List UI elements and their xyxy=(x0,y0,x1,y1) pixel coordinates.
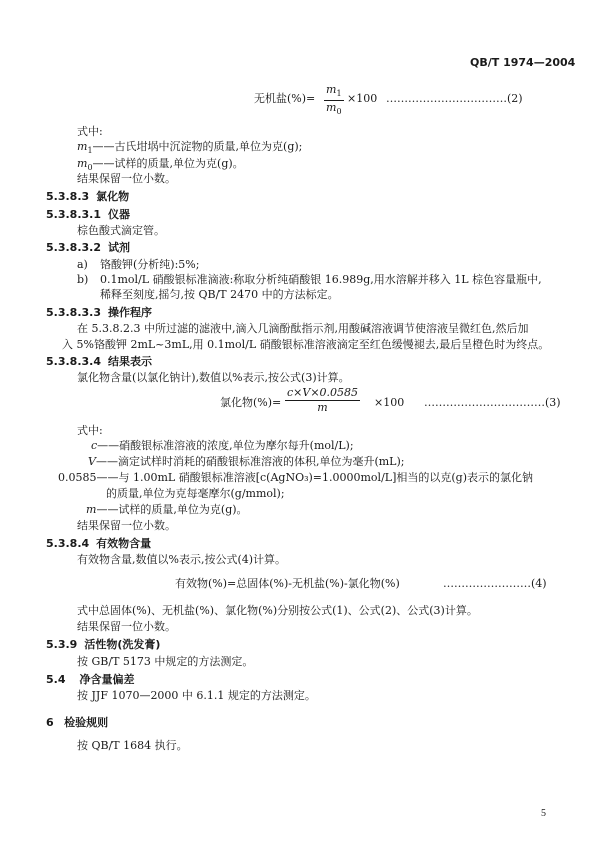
equation-3-fraction xyxy=(285,387,360,414)
definition-constant-text-2: 的质量,单位为克每毫摩尔(g/mmol); xyxy=(106,487,285,500)
section-5-3-8-3-title: 氯化物 xyxy=(96,190,130,203)
reagent-b-line-2: 稀释至刻度,摇匀,按 QB/T 2470 中的方法标定。 xyxy=(100,288,339,301)
equation-2-numerator-sub: 1 xyxy=(336,89,342,99)
where-line-3: 式中总固体(%)、无机盐(%)、氯化物(%)分别按公式(1)、公式(2)、公式(3)计算。 xyxy=(77,604,478,617)
section-5-3-8-3-heading xyxy=(46,190,129,203)
section-6-title: 检验规则 xyxy=(64,716,109,729)
procedure-line-1: 在 5.3.8.2.3 中所过滤的滤液中,滴入几滴酚酞指示剂,用酸碱溶液调节使溶液呈微红色,然后加 xyxy=(77,322,529,335)
symbol-c: c xyxy=(91,439,98,452)
where-label-2: 式中: xyxy=(77,424,103,437)
section-5-3-8-3-3-heading xyxy=(46,306,152,319)
result-precision-2: 结果保留一位小数。 xyxy=(77,519,176,532)
definition-m0 xyxy=(77,157,244,173)
section-5-3-8-3-2-heading xyxy=(46,241,130,254)
definition-c-text: ——硝酸银标准溶液的浓度,单位为摩尔每升(mol/L); xyxy=(97,439,354,452)
equation-2-denominator: m xyxy=(326,100,337,114)
reagent-a-text: 铬酸钾(分析纯):5%; xyxy=(100,258,200,271)
definition-m0-text: ——试样的质量,单位为克(g)。 xyxy=(92,157,244,170)
symbol-m0-sub: 0 xyxy=(87,163,93,173)
symbol-m: m xyxy=(86,503,97,516)
section-5-4-heading xyxy=(46,673,135,686)
section-5-3-8-4-heading xyxy=(46,537,151,550)
section-5-3-8-3-1-body: 棕色酸式滴定管。 xyxy=(77,224,165,237)
section-6-body: 按 QB/T 1684 执行。 xyxy=(77,739,188,752)
equation-2-denominator-sub: 0 xyxy=(336,107,342,117)
section-5-4-number: 5.4 xyxy=(46,673,66,686)
definition-v-text: ——滴定试样时消耗的硝酸银标准溶液的体积,单位为毫升(mL); xyxy=(95,455,405,468)
reagent-b-label: b) xyxy=(77,273,89,286)
standard-code-header: QB/T 1974—2004 xyxy=(470,56,576,69)
definition-m-text: ——试样的质量,单位为克(g)。 xyxy=(96,503,248,516)
where-label-1: 式中: xyxy=(77,125,103,138)
section-5-3-9-heading xyxy=(46,638,160,651)
equation-2-fraction xyxy=(324,84,344,117)
section-5-3-8-3-4-heading xyxy=(46,355,152,368)
equation-3-tag: ……………………………(3) xyxy=(424,396,561,409)
section-5-3-9-body: 按 GB/T 5173 中规定的方法测定。 xyxy=(77,655,254,668)
equation-4: 有效物(%)=总固体(%)-无机盐(%)-氯化物(%) xyxy=(175,577,400,590)
symbol-constant: 0.0585 xyxy=(58,471,97,484)
reagent-b-line-1: 0.1mol/L 硝酸银标准滴液:称取分析纯硝酸银 16.989g,用水溶解并移入 1L 棕色容量瓶中, xyxy=(100,273,542,286)
definition-m xyxy=(86,503,248,516)
equation-3-lhs: 氯化物(%)= xyxy=(220,396,282,409)
definition-m1-text: ——古氏坩埚中沉淀物的质量,单位为克(g); xyxy=(92,140,303,153)
section-5-3-8-3-4-title: 结果表示 xyxy=(107,355,152,368)
section-5-3-8-4-title: 有效物含量 xyxy=(96,537,152,550)
section-5-3-9-title: 活性物(洗发膏) xyxy=(84,638,161,651)
equation-2-numerator: m xyxy=(326,83,337,96)
symbol-m0: m xyxy=(77,157,88,170)
section-5-4-title: 净含量偏差 xyxy=(79,673,135,686)
section-5-3-8-3-3-title: 操作程序 xyxy=(107,306,152,319)
symbol-m1: m xyxy=(77,140,88,153)
section-6-number: 6 xyxy=(46,716,54,729)
section-5-3-8-3-1-number: 5.3.8.3.1 xyxy=(46,208,101,221)
definition-constant-text-1: ——与 1.00mL 硝酸银标准溶液[c(AgNO₃)=1.0000mol/L]相当的以克(g)表示的氯化钠 xyxy=(96,471,533,484)
procedure-line-2: 入 5%铬酸钾 2mL~3mL,用 0.1mol/L 硝酸银标准溶液滴定至红色缓慢褪去,最后呈橙色时为终点。 xyxy=(62,338,550,351)
section-5-3-8-3-2-number: 5.3.8.3.2 xyxy=(46,241,101,254)
section-5-3-8-3-2-title: 试剂 xyxy=(107,241,130,254)
section-5-3-8-4-number: 5.3.8.4 xyxy=(46,537,90,550)
definition-m1 xyxy=(77,140,302,156)
section-5-3-8-3-4-body: 氯化物含量(以氯化钠计),数值以%表示,按公式(3)计算。 xyxy=(77,371,350,384)
equation-3-numerator: c×V×0.0585 xyxy=(285,387,360,401)
equation-2-multiplier: ×100 xyxy=(347,92,378,105)
equation-2-lhs: 无机盐(%)= xyxy=(254,92,316,105)
section-5-3-8-3-4-number: 5.3.8.3.4 xyxy=(46,355,101,368)
result-precision-3: 结果保留一位小数。 xyxy=(77,620,176,633)
equation-2-tag: ……………………………(2) xyxy=(386,92,523,105)
equation-3-denominator: m xyxy=(317,401,328,415)
section-5-4-body: 按 JJF 1070—2000 中 6.1.1 规定的方法测定。 xyxy=(77,689,316,702)
definition-c xyxy=(91,439,354,452)
definition-v xyxy=(88,455,404,468)
symbol-m1-sub: 1 xyxy=(87,146,93,156)
reagent-a-label: a) xyxy=(77,258,88,271)
section-5-3-8-3-3-number: 5.3.8.3.3 xyxy=(46,306,101,319)
result-precision-1: 结果保留一位小数。 xyxy=(77,172,176,185)
section-6-heading xyxy=(46,716,108,729)
section-5-3-8-4-body: 有效物含量,数值以%表示,按公式(4)计算。 xyxy=(77,553,287,566)
equation-3-multiplier: ×100 xyxy=(374,396,405,409)
section-5-3-8-3-1-title: 仪器 xyxy=(107,208,130,221)
equation-4-tag: ……………………(4) xyxy=(443,577,547,590)
section-5-3-8-3-1-heading xyxy=(46,208,130,221)
symbol-v: V xyxy=(88,455,96,468)
section-5-3-8-3-number: 5.3.8.3 xyxy=(46,190,90,203)
page-number: 5 xyxy=(541,808,546,819)
definition-constant xyxy=(58,471,533,484)
section-5-3-9-number: 5.3.9 xyxy=(46,638,78,651)
